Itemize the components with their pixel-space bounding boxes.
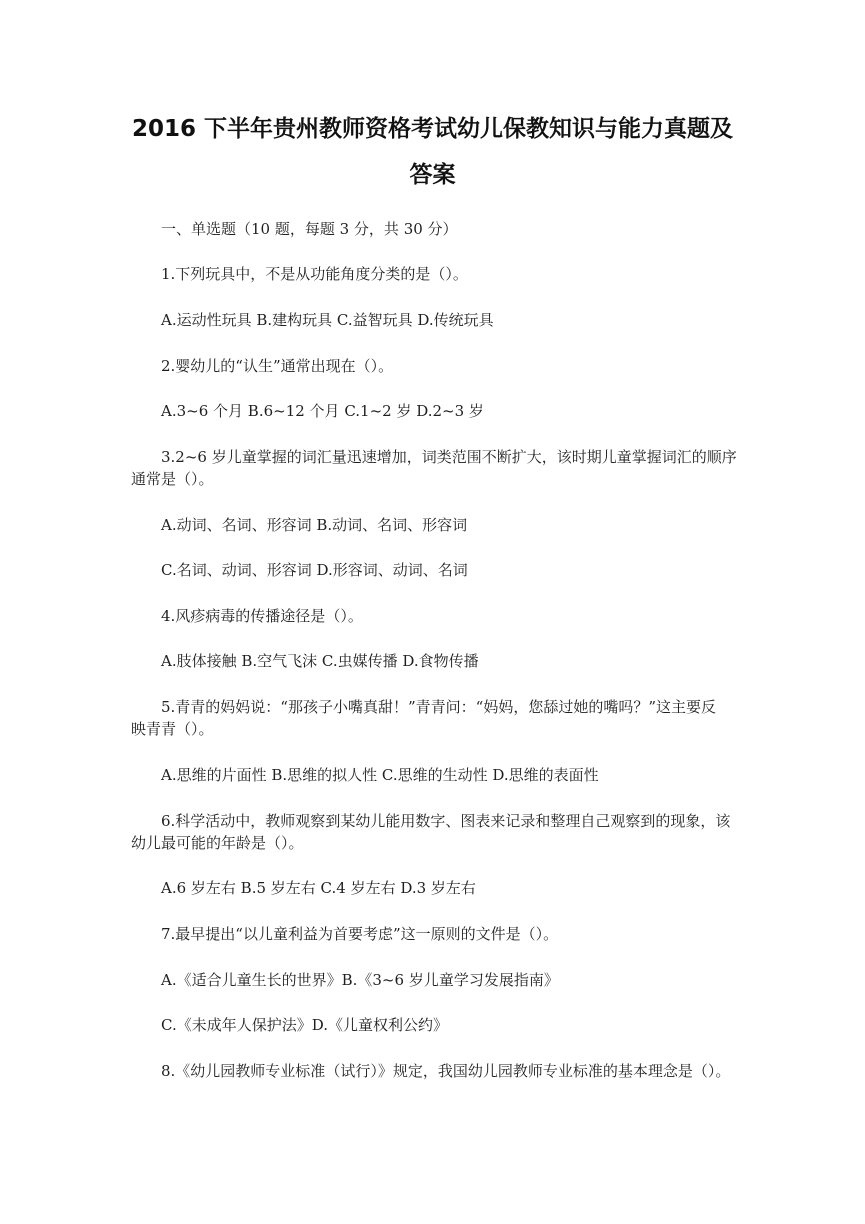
question-6-options: A.6 岁左右 B.5 岁左右 C.4 岁左右 D.3 岁左右 — [161, 879, 476, 897]
question-7-options-2: C.《未成年人保护法》D.《儿童权利公约》 — [161, 1016, 448, 1034]
question-5-options: A.思维的片面性 B.思维的拟人性 C.思维的生动性 D.思维的表面性 — [161, 766, 599, 784]
question-3-line-2: 通常是（）。 — [131, 470, 214, 488]
question-6-line-2: 幼儿最可能的年龄是（）。 — [131, 834, 304, 852]
question-2-options: A.3~6 个月 B.6~12 个月 C.1~2 岁 D.2~3 岁 — [161, 402, 484, 420]
question-5-line-1: 5.青青的妈妈说：“那孩子小嘴真甜！”青青问：“妈妈，您舔过她的嘴吗？”这主要反 — [161, 698, 716, 716]
section-heading: 一、单选题（10 题，每题 3 分，共 30 分） — [161, 220, 458, 238]
question-7-options-1: A.《适合儿童生长的世界》B.《3~6 岁儿童学习发展指南》 — [161, 971, 559, 989]
question-4: 4.风疹病毒的传播途径是（）。 — [161, 607, 363, 625]
question-1: 1.下列玩具中，不是从功能角度分类的是（）。 — [161, 265, 468, 283]
question-4-options: A.肢体接触 B.空气飞沫 C.虫媒传播 D.食物传播 — [161, 652, 479, 670]
document-title-line-2: 答案 — [409, 162, 456, 188]
question-3-options-2: C.名词、动词、形容词 D.形容词、动词、名词 — [161, 561, 468, 579]
question-2: 2.婴幼儿的“认生”通常出现在（）。 — [161, 357, 394, 375]
question-3-options-1: A.动词、名词、形容词 B.动词、名词、形容词 — [161, 516, 468, 534]
question-6-line-1: 6.科学活动中，教师观察到某幼儿能用数字、图表来记录和整理自己观察到的现象，该 — [161, 812, 731, 830]
document-title-line-1: 2016 下半年贵州教师资格考试幼儿保教知识与能力真题及 — [131, 116, 734, 142]
question-8: 8.《幼儿园教师专业标准（试行）》规定，我国幼儿园教师专业标准的基本理念是（）。 — [161, 1062, 731, 1080]
question-7: 7.最早提出“以儿童利益为首要考虑”这一原则的文件是（）。 — [161, 925, 559, 943]
question-5-line-2: 映青青（）。 — [131, 720, 214, 738]
question-3-line-1: 3.2~6 岁儿童掌握的词汇量迅速增加，词类范围不断扩大，该时期儿童掌握词汇的顺序 — [161, 448, 737, 466]
question-1-options: A.运动性玩具 B.建构玩具 C.益智玩具 D.传统玩具 — [161, 311, 494, 329]
